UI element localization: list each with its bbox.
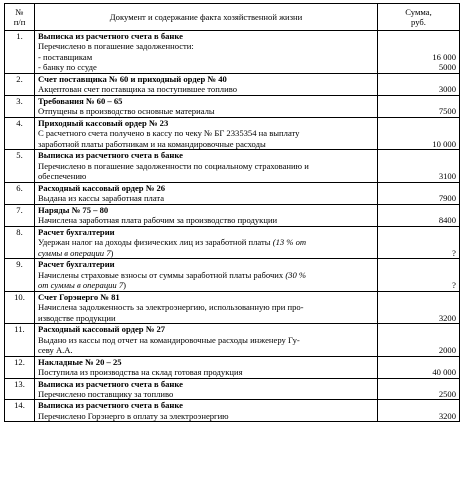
sum-value: 3100: [438, 171, 456, 182]
header-sum-line2: руб.: [411, 17, 426, 27]
sum-value: 7900: [438, 193, 456, 204]
operations-table: [4, 3, 460, 422]
document-title: Выписка из расчетного счета в банке: [38, 150, 183, 161]
row-document: [35, 117, 378, 149]
header-document: Документ и содержание факта хозяйственной жизни: [35, 4, 378, 31]
operation-description: Выдано из кассы под отчет на командировочные расходы инженеру Гу-: [38, 334, 300, 345]
table-row: [5, 150, 460, 182]
table-row: [5, 31, 460, 74]
row-document: [35, 400, 378, 422]
row-sum: [378, 182, 460, 204]
document-title: Расчет бухгалтерии: [38, 226, 115, 237]
sum-value: 3000: [438, 84, 456, 95]
row-sum: [378, 259, 460, 291]
sum-value: 8400: [438, 215, 456, 226]
header-sum: [378, 4, 460, 31]
row-sum: [378, 150, 460, 182]
document-title: Расчет бухгалтерии: [38, 259, 115, 270]
row-document: [35, 378, 378, 400]
table-row: [5, 226, 460, 258]
document-title: Выписка из расчетного счета в банке: [38, 31, 183, 41]
row-document: [35, 356, 378, 378]
row-number: 13.: [5, 378, 35, 400]
sum-value: 7500: [438, 106, 456, 117]
row-sum: [378, 73, 460, 95]
row-document: [35, 95, 378, 117]
operation-description: от суммы в операции 7): [38, 280, 127, 291]
operation-description: изводстве продукции: [38, 312, 116, 323]
table-row: [5, 95, 460, 117]
operation-description: Начислены страховые взносы от суммы заработной платы рабочих (30 %: [38, 269, 307, 280]
italic-note: от суммы в операции 7: [38, 280, 124, 291]
row-number: 9.: [5, 259, 35, 291]
row-number: 2.: [5, 73, 35, 95]
table-row: [5, 117, 460, 149]
row-number: 8.: [5, 226, 35, 258]
operation-description: Начислена заработная плата рабочим за производство продукции: [38, 215, 278, 226]
sum-value: 3200: [438, 312, 456, 323]
row-number: 1.: [5, 31, 35, 74]
operation-description: Перечислено в погашение задолженности по социальному страхованию и: [38, 160, 309, 171]
row-document: [35, 31, 378, 74]
row-sum: [378, 356, 460, 378]
row-number: 6.: [5, 182, 35, 204]
italic-note: (13 % от: [272, 237, 307, 248]
operation-description: заработной платы работникам и на командировочные расходы: [38, 138, 266, 149]
sum-value: 16 000: [432, 51, 456, 62]
document-title: Расходный кассовый ордер № 27: [38, 324, 166, 335]
row-number: 11.: [5, 324, 35, 356]
row-document: [35, 150, 378, 182]
row-number: 3.: [5, 95, 35, 117]
table-body: [5, 31, 460, 422]
header-number-line1: №: [15, 6, 24, 17]
operation-description: Начислена задолженность за электроэнергию, использованную при про-: [38, 302, 304, 313]
header-number-line2: п/п: [13, 17, 26, 27]
document-title: Приходный кассовый ордер № 23: [38, 117, 169, 128]
table-row: [5, 378, 460, 400]
table-row: [5, 356, 460, 378]
italic-note: суммы в операции 7: [38, 247, 111, 258]
operation-description: - банку по ссуде: [38, 62, 97, 73]
row-sum: [378, 400, 460, 422]
table-row: [5, 204, 460, 226]
row-number: 14.: [5, 400, 35, 422]
table-row: [5, 400, 460, 422]
document-title: Счет поставщика № 60 и приходный ордер № 40: [38, 73, 227, 84]
table-row: [5, 259, 460, 291]
document-title: Наряды № 75 – 80: [38, 204, 109, 215]
operation-description: Выдана из кассы заработная плата: [38, 193, 165, 204]
document-title: Накладные № 20 – 25: [38, 356, 122, 367]
table-row: [5, 324, 460, 356]
row-document: [35, 291, 378, 323]
operation-description: севу А.А.: [38, 345, 73, 356]
header-sum-line1: Сумма,: [405, 6, 432, 17]
header-number: [5, 4, 35, 31]
row-document: [35, 204, 378, 226]
row-number: 4.: [5, 117, 35, 149]
sum-value: 40 000: [432, 367, 456, 378]
sum-value: ?: [452, 280, 456, 291]
row-document: [35, 324, 378, 356]
operation-description: Удержан налог на доходы физических лиц из заработной платы (13 % от: [38, 237, 307, 248]
row-sum: [378, 291, 460, 323]
row-sum: [378, 31, 460, 74]
operation-description: Поступила из производства на склад готовая продукция: [38, 367, 243, 378]
row-sum: [378, 226, 460, 258]
row-number: 5.: [5, 150, 35, 182]
sum-value: 2000: [438, 345, 456, 356]
sum-value: 5000: [438, 62, 456, 73]
document-title: Счет Горэнерго № 81: [38, 291, 120, 302]
italic-note: (30 %: [285, 269, 307, 280]
row-document: [35, 259, 378, 291]
document-title: Требования № 60 – 65: [38, 95, 123, 106]
document-title: Выписка из расчетного счета в банке: [38, 400, 183, 411]
row-document: [35, 226, 378, 258]
row-sum: [378, 204, 460, 226]
row-sum: [378, 95, 460, 117]
sum-value: 10 000: [432, 138, 456, 149]
operation-description: Перечислено Горэнерго в оплату за электроэнергию: [38, 410, 229, 421]
row-number: 10.: [5, 291, 35, 323]
operation-description: Отпущены в производство основные материалы: [38, 106, 215, 117]
row-number: 12.: [5, 356, 35, 378]
document-title: Выписка из расчетного счета в банке: [38, 378, 183, 389]
table-row: [5, 291, 460, 323]
header-row: [5, 4, 460, 31]
operation-description: Перечислено в погашение задолженности:: [38, 41, 194, 52]
sum-value: 3200: [438, 410, 456, 421]
row-document: [35, 73, 378, 95]
row-sum: [378, 378, 460, 400]
operation-description: Перечислено поставщику за топливо: [38, 388, 174, 399]
operation-description: обеспечению: [38, 171, 87, 182]
sum-value: 2500: [438, 388, 456, 399]
operation-description: С расчетного счета получено в кассу по чеку № БГ 2335354 на выплату: [38, 128, 300, 139]
row-document: [35, 182, 378, 204]
operation-description: Акцептован счет поставщика за поступившее топливо: [38, 84, 237, 95]
document-title: Расходный кассовый ордер № 26: [38, 182, 166, 193]
table-row: [5, 73, 460, 95]
table-row: [5, 182, 460, 204]
row-number: 7.: [5, 204, 35, 226]
operation-description: суммы в операции 7): [38, 247, 114, 258]
operation-description: - поставщикам: [38, 51, 93, 62]
row-sum: [378, 117, 460, 149]
sum-value: ?: [452, 247, 456, 258]
row-sum: [378, 324, 460, 356]
